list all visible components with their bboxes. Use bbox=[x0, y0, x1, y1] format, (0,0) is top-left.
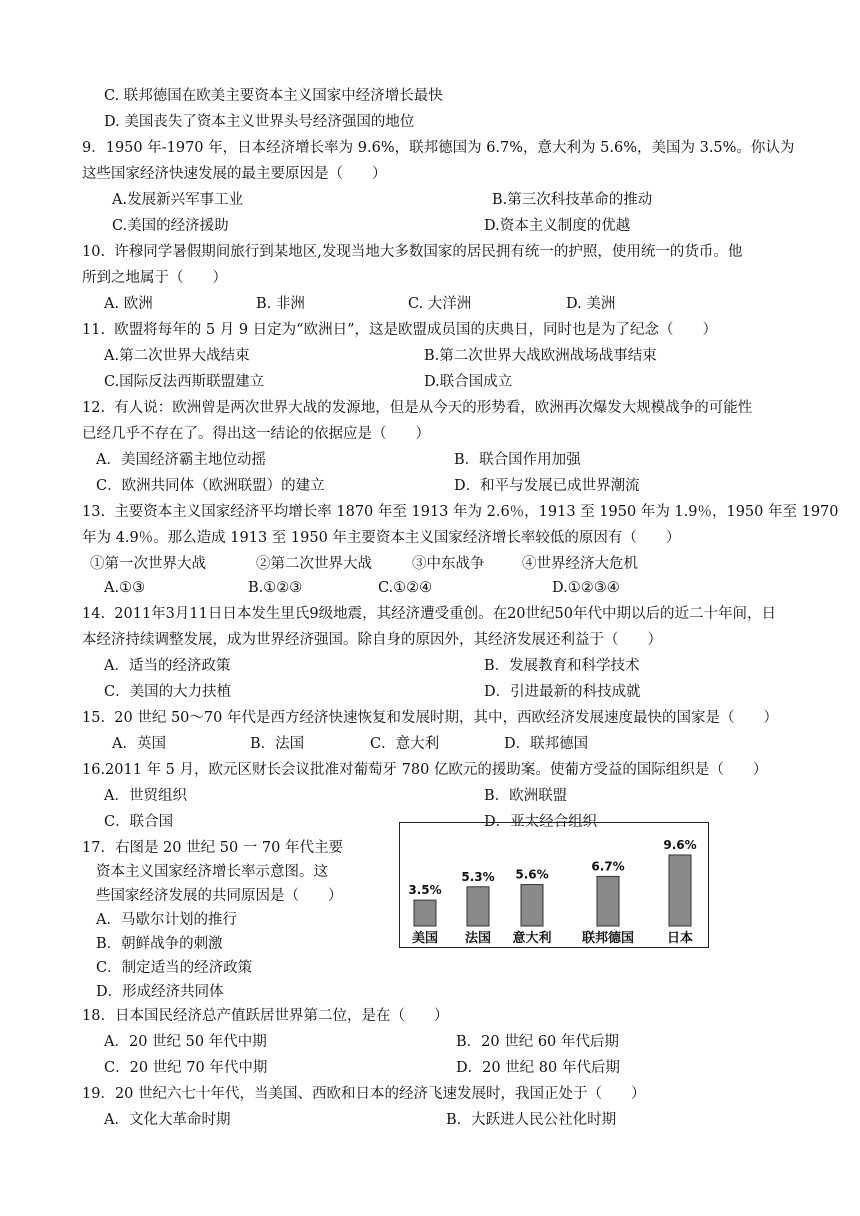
text-line: 15. 20 世纪 50～70 年代是西方经济快速恢复和发展时期，其中，西欧经济发展速度最快的国家是（ ） bbox=[82, 710, 778, 726]
text-line: B. 非洲 bbox=[256, 296, 305, 312]
text-line: A．20 世纪 50 年代中期 bbox=[104, 1034, 267, 1050]
text-line: A．适当的经济政策 bbox=[104, 658, 231, 674]
text-line: 本经济持续调整发展，成为世界经济强国。除自身的原因外，其经济发展还利益于（ ） bbox=[82, 632, 662, 648]
text-line: A．世贸组织 bbox=[104, 788, 187, 804]
text-line: B．欧洲联盟 bbox=[484, 788, 568, 804]
text-line: A．文化大革命时期 bbox=[104, 1112, 231, 1128]
text-line: A．英国 bbox=[112, 736, 166, 752]
text-line: B．法国 bbox=[250, 736, 305, 752]
text-line: 资本主义国家经济增长率示意图。这 bbox=[96, 864, 328, 880]
bar-chart-svg bbox=[400, 823, 708, 947]
category-label-2: 意大利 bbox=[512, 931, 552, 946]
text-line: C．美国的大力扶植 bbox=[104, 684, 232, 700]
text-line: D．联邦德国 bbox=[504, 736, 589, 752]
text-line: C.国际反法西斯联盟建立 bbox=[104, 374, 265, 390]
category-label-3: 联邦德国 bbox=[581, 931, 635, 946]
text-line: ③中东战争 bbox=[412, 556, 485, 572]
value-label-4: 9.6% bbox=[663, 837, 697, 852]
bar-0 bbox=[414, 900, 436, 926]
text-line: A.发展新兴军事工业 bbox=[112, 192, 244, 208]
text-line: B．大跃进人民公社化时期 bbox=[446, 1112, 617, 1128]
text-line: D.①②③④ bbox=[552, 580, 620, 596]
text-line: 些国家经济发展的共同原因是（ ） bbox=[96, 888, 343, 904]
text-line: 已经几乎不存在了。得出这一结论的依据应是（ ） bbox=[82, 426, 430, 442]
text-line: D．20 世纪 80 年代后期 bbox=[456, 1060, 620, 1076]
text-line: ①第一次世界大战 bbox=[90, 556, 206, 572]
text-line: 10. 许穆同学暑假期间旅行到某地区,发现当地大多数国家的居民拥有统一的护照，使用统一的货币。他 bbox=[82, 244, 743, 260]
text-line: B．发展教育和科学技术 bbox=[484, 658, 640, 674]
text-line: A. 欧洲 bbox=[104, 296, 153, 312]
text-line: D．形成经济共同体 bbox=[96, 984, 224, 1000]
value-label-3: 6.7% bbox=[591, 859, 625, 874]
text-line: C．制定适当的经济政策 bbox=[96, 960, 253, 976]
text-line: 所到之地属于（ ） bbox=[82, 270, 227, 286]
text-line: 18．日本国民经济总产值跃居世界第二位，是在（ ） bbox=[82, 1008, 449, 1024]
text-line: C.美国的经济援助 bbox=[112, 218, 229, 234]
text-line: 16.2011 年 5 月，欧元区财长会议批准对葡萄牙 780 亿欧元的援助案。使葡方受益的国际组织是（ ） bbox=[82, 762, 768, 778]
text-line: 这些国家经济快速发展的最主要原因是（ ） bbox=[82, 166, 387, 182]
text-line: A.第二次世界大战结束 bbox=[104, 348, 250, 364]
value-label-1: 5.3% bbox=[461, 869, 495, 884]
text-line: B．联合国作用加强 bbox=[454, 452, 581, 468]
text-line: A.①③ bbox=[104, 580, 146, 596]
text-line: C．联合国 bbox=[104, 814, 174, 830]
text-line: D. 美洲 bbox=[566, 296, 616, 312]
text-line: C. 联邦德国在欧美主要资本主义国家中经济增长最快 bbox=[104, 88, 443, 104]
text-line: 11. 欧盟将每年的 5 月 9 日定为“欧洲日”，这是欧盟成员国的庆典日，同时也是为了纪念（ ） bbox=[82, 322, 717, 338]
text-line: A．美国经济霸主地位动摇 bbox=[96, 452, 266, 468]
text-line: C．意大利 bbox=[370, 736, 440, 752]
text-line: 19．20 世纪六七十年代，当美国、西欧和日本的经济飞速发展时，我国正处于（ ） bbox=[82, 1086, 646, 1102]
bar-1 bbox=[467, 887, 489, 926]
value-label-2: 5.6% bbox=[515, 867, 549, 882]
text-line: C. 大洋洲 bbox=[408, 296, 472, 312]
text-line: D．引进最新的科技成就 bbox=[484, 684, 641, 700]
text-line: B.①②③ bbox=[248, 580, 303, 596]
text-line: D.资本主义制度的优越 bbox=[484, 218, 631, 234]
category-label-0: 美国 bbox=[411, 931, 439, 946]
category-label-1: 法国 bbox=[464, 931, 492, 946]
text-line: D．亚太经合组织 bbox=[484, 814, 598, 830]
text-line: 9．1950 年-1970 年，日本经济增长率为 9.6%，联邦德国为 6.7%，意大利为 5.6%，美国为 3.5%。你认为 bbox=[82, 140, 795, 156]
text-line: 17．右图是 20 世纪 50 一 70 年代主要 bbox=[82, 840, 343, 856]
text-line: D. 美国丧失了资本主义世界头号经济强国的地位 bbox=[104, 114, 415, 130]
bar-2 bbox=[521, 885, 543, 926]
text-line: ②第二次世界大战 bbox=[256, 556, 372, 572]
text-line: 年为 4.9％。那么造成 1913 至 1950 年主要资本主义国家经济增长率较低的原因有（ ） bbox=[82, 530, 681, 546]
text-line: ④世界经济大危机 bbox=[522, 556, 638, 572]
text-line: B．朝鲜战争的刺激 bbox=[96, 936, 223, 952]
text-line: D．和平与发展已成世界潮流 bbox=[454, 478, 640, 494]
text-line: A．马歇尔计划的推行 bbox=[96, 912, 237, 928]
text-line: 12. 有人说：欧洲曾是两次世界大战的发源地，但是从今天的形势看，欧洲再次爆发大规模战争的可能性 bbox=[82, 400, 753, 416]
text-line: D.联合国成立 bbox=[424, 374, 513, 390]
bar-4 bbox=[669, 855, 691, 926]
growth-rate-bar-chart bbox=[399, 822, 709, 948]
bar-3 bbox=[597, 876, 619, 926]
category-label-4: 日本 bbox=[666, 931, 694, 946]
text-line: C．欧洲共同体（欧洲联盟）的建立 bbox=[96, 478, 325, 494]
text-line: 14. 2011年3月11日日本发生里氏9级地震，其经济遭受重创。在20世纪50年代中期以后的近二十年间，日 bbox=[82, 606, 776, 622]
text-line: C.①②④ bbox=[378, 580, 433, 596]
value-label-0: 3.5% bbox=[408, 883, 442, 898]
text-line: C．20 世纪 70 年代中期 bbox=[104, 1060, 268, 1076]
text-line: B.第三次科技革命的推动 bbox=[492, 192, 653, 208]
text-line: B．20 世纪 60 年代后期 bbox=[456, 1034, 619, 1050]
text-line: B.第二次世界大战欧洲战场战事结束 bbox=[424, 348, 657, 364]
text-line: 13. 主要资本主义国家经济平均增长率 1870 年至 1913 年为 2.6％，1913 至 1950 年为 1.9％，1950 年至 1970 bbox=[82, 504, 839, 520]
